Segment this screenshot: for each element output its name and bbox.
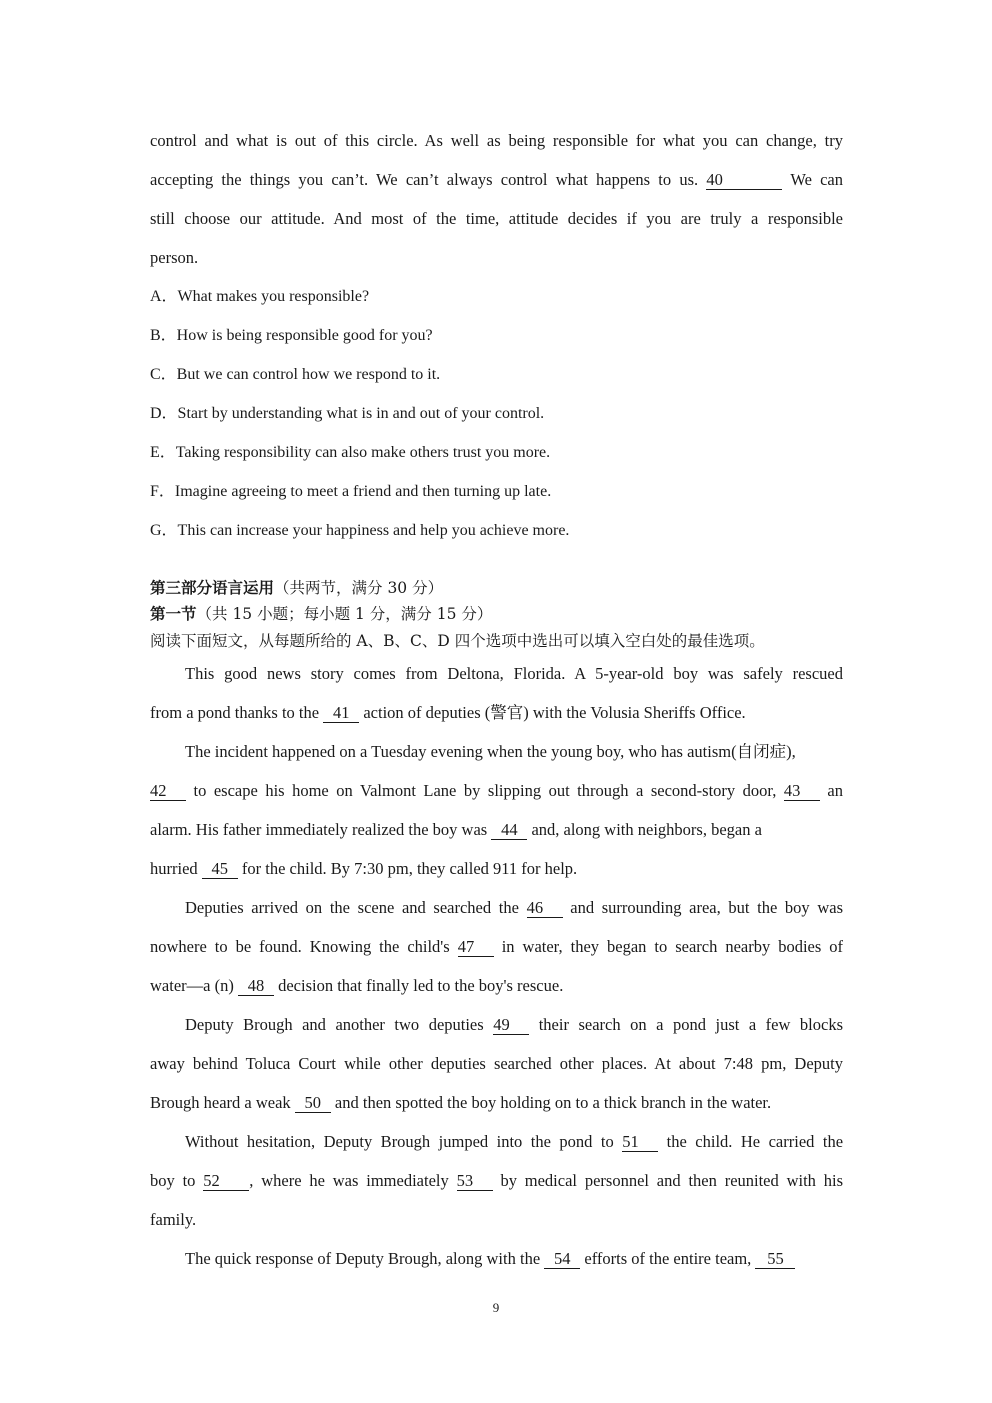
cloze-line: alarm. His father immediately realized the boy was 44 and, along with neighbors, began a xyxy=(150,820,762,839)
answer-blank-55: 55 xyxy=(755,1250,795,1269)
answer-blank-45: 45 xyxy=(202,860,238,879)
option-c: C．But we can control how we respond to it. xyxy=(150,366,441,383)
option-b: B．How is being responsible good for you? xyxy=(150,327,433,344)
cloze-line: water—a (n) 48 decision that finally led to the boy's rescue. xyxy=(150,976,564,995)
answer-blank-40: 40 xyxy=(706,171,782,190)
answer-blank-48: 48 xyxy=(238,977,274,996)
cloze-line: hurried 45 for the child. By 7:30 pm, they called 911 for help. xyxy=(150,859,578,878)
part-title: 第三部分语言运用 xyxy=(150,578,275,597)
cloze-line: This good news story comes from Deltona, Florida. A 5-year-old boy was safely rescued xyxy=(185,664,843,683)
passage-text: accepting the things you can’t. We can’t always control what happens to us. xyxy=(150,170,699,189)
option-d: D．Start by understanding what is in and out of your control. xyxy=(150,405,545,422)
passage-line: still choose our attitude. And most of the time, attitude decides if you are truly a responsible xyxy=(150,209,843,228)
answer-blank-51: 51 xyxy=(622,1133,658,1152)
answer-blank-54: 54 xyxy=(544,1250,580,1269)
answer-blank-47: 47 xyxy=(458,938,494,957)
option-a: A．What makes you responsible? xyxy=(150,288,370,305)
option-f: F．Imagine agreeing to meet a friend and then turning up late. xyxy=(150,483,552,500)
cloze-line: The quick response of Deputy Brough, along with the 54 efforts of the entire team, 55 xyxy=(185,1247,843,1271)
cloze-line: family. xyxy=(150,1210,197,1229)
cloze-line: Brough heard a weak 50 and then spotted the boy holding on to a thick branch in the water. xyxy=(150,1093,772,1112)
answer-blank-42: 42 xyxy=(150,782,186,801)
cloze-line: nowhere to be found. Knowing the child's 47 in water, they began to search nearby bodies of xyxy=(150,937,843,956)
answer-blank-46: 46 xyxy=(527,899,563,918)
exam-page xyxy=(150,0,843,1403)
answer-blank-50: 50 xyxy=(295,1094,331,1113)
answer-blank-53: 53 xyxy=(457,1172,493,1191)
cloze-line: Deputies arrived on the scene and searched the 46 and surrounding area, but the boy was xyxy=(185,898,843,917)
cloze-line: from a pond thanks to the 41 action of deputies (警官) with the Volusia Sheriffs Office. xyxy=(150,703,746,722)
option-g: G．This can increase your happiness and help you achieve more. xyxy=(150,522,570,539)
answer-blank-49: 49 xyxy=(493,1016,529,1035)
part-note: （共两节，满分 30 分） xyxy=(274,579,444,597)
answer-blank-52: 52 xyxy=(203,1172,249,1191)
answer-blank-41: 41 xyxy=(323,704,359,723)
passage-text: We can xyxy=(790,170,843,189)
cloze-line: Without hesitation, Deputy Brough jumped into the pond to 51 the child. He carried the xyxy=(185,1132,843,1151)
section-heading xyxy=(150,602,843,626)
passage-line: person. xyxy=(150,248,199,267)
section-note: （共 15 小题；每小题 1 分，满分 15 分） xyxy=(196,605,493,623)
page-number: 9 xyxy=(492,1300,500,1315)
option-e: E．Taking responsibility can also make others trust you more. xyxy=(150,444,551,461)
section-title: 第一节 xyxy=(150,604,197,623)
cloze-line: away behind Toluca Court while other deputies searched other places. At about 7:48 pm, Deputy xyxy=(150,1054,843,1073)
passage-line xyxy=(150,168,843,192)
part-heading xyxy=(150,576,843,600)
cloze-line: The incident happened on a Tuesday evening when the young boy, who has autism(自闭症), xyxy=(185,742,796,761)
answer-blank-43: 43 xyxy=(784,782,820,801)
cloze-line: boy to 52 , where he was immediately 53 by medical personnel and then reunited with his xyxy=(150,1171,843,1190)
cloze-line: Deputy Brough and another two deputies 49 their search on a pond just a few blocks xyxy=(185,1015,843,1034)
answer-blank-44: 44 xyxy=(491,821,527,840)
instruction: 阅读下面短文，从每题所给的 A、B、C、D 四个选项中选出可以填入空白处的最佳选项。 xyxy=(150,632,765,650)
passage-line: control and what is out of this circle. As well as being responsible for what you can change, try xyxy=(150,131,843,150)
cloze-line: 42 to escape his home on Valmont Lane by slipping out through a second-story door, 43 an xyxy=(150,781,843,800)
